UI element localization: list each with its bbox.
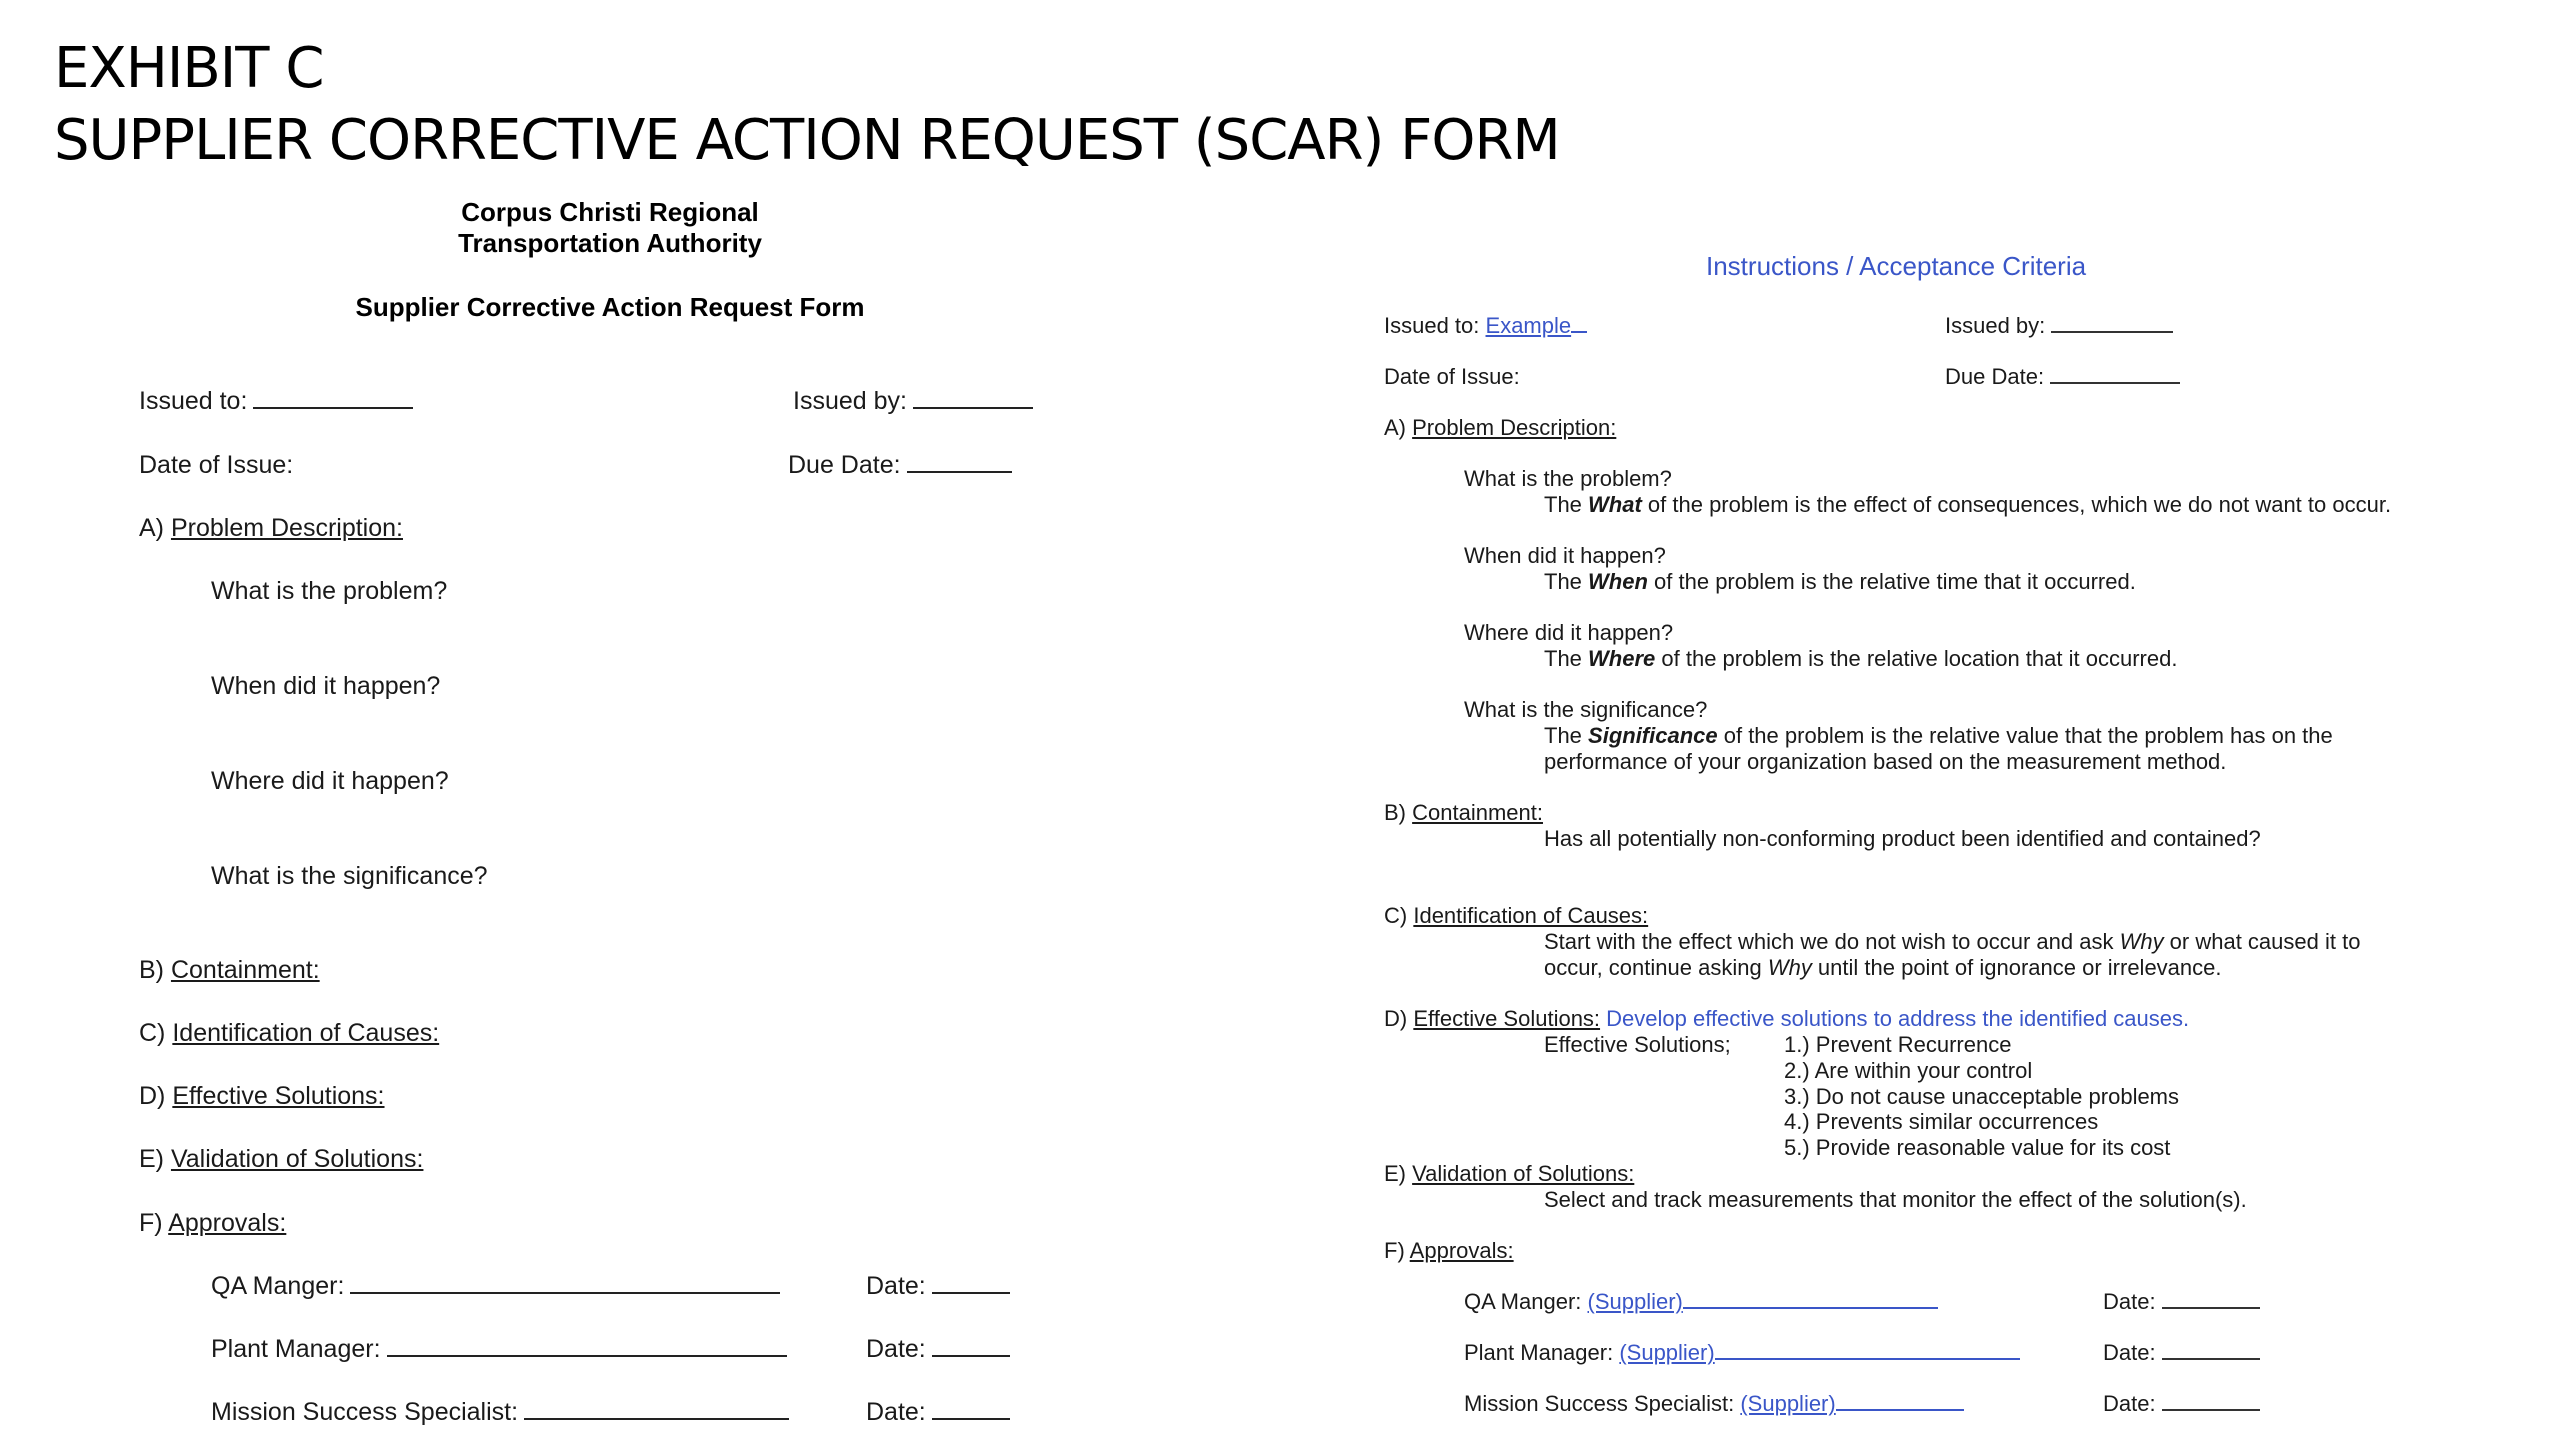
instr-answer-what: The What of the problem is the effect of consequences, which we do not want to occur.	[1544, 492, 2392, 517]
instr-mission-specialist: Mission Success Specialist: (Supplier)	[1464, 1391, 1964, 1417]
mission-specialist-label: Mission Success Specialist:	[211, 1398, 519, 1426]
due-date-example: Due Date:	[1945, 364, 2180, 390]
date-line	[932, 1354, 1010, 1357]
instr-section-e-heading: E) Validation of Solutions:	[1384, 1161, 1635, 1186]
issued-by-label: Issued by:	[793, 387, 907, 415]
date-label: Date:	[866, 1335, 926, 1363]
question-when: When did it happen?	[211, 672, 441, 700]
mission-specialist-line	[1836, 1408, 1964, 1411]
date-of-issue-label: Date of Issue:	[139, 451, 294, 479]
plant-manager-line	[1715, 1357, 2020, 1360]
issued-by-field[interactable]	[793, 387, 1033, 416]
question-significance: What is the significance?	[211, 862, 488, 890]
issued-to-value: Example	[1485, 313, 1572, 338]
plant-manager-line	[387, 1354, 787, 1357]
section-e-heading: E) Validation of Solutions:	[139, 1145, 424, 1173]
list-item: 2.) Are within your control	[1784, 1058, 2033, 1083]
issued-to-field[interactable]	[139, 387, 413, 416]
question-what: What is the problem?	[211, 577, 448, 605]
instr-section-d-heading: D) Effective Solutions: Develop effective solutions to address the identified causes.	[1384, 1006, 2190, 1031]
instr-plant-manager: Plant Manager: (Supplier)	[1464, 1340, 2020, 1366]
instr-section-f-heading: F) Approvals:	[1384, 1238, 1514, 1263]
date-line	[932, 1291, 1010, 1294]
instr-question-where: Where did it happen?	[1464, 620, 1674, 645]
instr-mission-specialist-date: Date:	[2103, 1391, 2260, 1417]
list-item: 5.) Provide reasonable value for its cost	[1784, 1135, 2171, 1160]
list-item: 1.) Prevent Recurrence	[1784, 1032, 2012, 1057]
instr-answer-where: The Where of the problem is the relative location that it occurred.	[1544, 646, 2178, 671]
date-label: Date:	[866, 1272, 926, 1300]
qa-manager-field[interactable]	[211, 1272, 780, 1301]
issued-to-line	[253, 406, 413, 409]
instr-section-c-heading: C) Identification of Causes:	[1384, 903, 1649, 928]
issued-by-line	[2051, 330, 2173, 333]
instr-section-b-heading: B) Containment:	[1384, 800, 1543, 825]
instr-plant-manager-date: Date:	[2103, 1340, 2260, 1366]
instr-answer-significance-line2: performance of your organization based on the measurement method.	[1544, 749, 2227, 774]
date-line	[2162, 1306, 2260, 1309]
date-line	[2162, 1357, 2260, 1360]
issued-to-label: Issued to:	[139, 387, 248, 415]
section-c-heading: C) Identification of Causes:	[139, 1019, 440, 1047]
issued-by-line	[913, 406, 1033, 409]
due-date-field[interactable]	[788, 451, 1012, 480]
mission-specialist-field[interactable]	[211, 1398, 789, 1427]
instr-solutions-text: Develop effective solutions to address the identified causes.	[1600, 1006, 2190, 1031]
instr-question-significance: What is the significance?	[1464, 697, 1708, 722]
plant-manager-field[interactable]	[211, 1335, 787, 1364]
issued-by-example: Issued by:	[1945, 313, 2173, 339]
section-f-heading: F) Approvals:	[139, 1209, 287, 1237]
section-a-heading: A) Problem Description:	[139, 514, 403, 542]
form-title: Supplier Corrective Action Request Form	[355, 292, 865, 322]
instr-question-when: When did it happen?	[1464, 543, 1666, 568]
list-item: 4.) Prevents similar occurrences	[1784, 1109, 2099, 1134]
instr-containment-text: Has all potentially non-conforming product been identified and contained?	[1544, 826, 2261, 851]
section-b-heading: B) Containment:	[139, 956, 320, 984]
qa-manager-date-field[interactable]	[866, 1272, 1010, 1301]
instr-validation-text: Select and track measurements that monitor the effect of the solution(s).	[1544, 1187, 2247, 1212]
date-label: Date:	[866, 1398, 926, 1426]
instr-qa-manager-date: Date:	[2103, 1289, 2260, 1315]
qa-manager-line	[1683, 1306, 1938, 1309]
mission-specialist-date-field[interactable]	[866, 1398, 1010, 1427]
instr-section-a-heading: A) Problem Description:	[1384, 415, 1617, 440]
date-of-issue-example: Date of Issue:	[1384, 364, 1520, 389]
qa-manager-line	[350, 1291, 780, 1294]
plant-manager-date-field[interactable]	[866, 1335, 1010, 1364]
mission-specialist-line	[524, 1417, 789, 1420]
page-title: SUPPLIER CORRECTIVE ACTION REQUEST (SCAR) FORM	[54, 108, 1560, 173]
date-line	[932, 1417, 1010, 1420]
instr-answer-when: The When of the problem is the relative time that it occurred.	[1544, 569, 2136, 594]
org-name-line2: Transportation Authority	[458, 228, 762, 258]
instr-qa-manager: QA Manger: (Supplier)	[1464, 1289, 1938, 1315]
instructions-title: Instructions / Acceptance Criteria	[1706, 251, 2087, 281]
due-date-line	[2050, 381, 2180, 384]
issued-to-example: Issued to: Example	[1384, 313, 1587, 339]
org-name-line1: Corpus Christi Regional	[461, 197, 759, 227]
list-item: 3.) Do not cause unacceptable problems	[1784, 1084, 2180, 1109]
instr-question-what: What is the problem?	[1464, 466, 1672, 491]
section-d-heading: D) Effective Solutions:	[139, 1082, 385, 1110]
due-date-label: Due Date:	[788, 451, 901, 479]
due-date-line	[907, 470, 1012, 473]
plant-manager-label: Plant Manager:	[211, 1335, 381, 1363]
date-line	[2162, 1408, 2260, 1411]
qa-manager-label: QA Manger:	[211, 1272, 345, 1300]
instr-answer-significance: The Significance of the problem is the relative value that the problem has on the	[1544, 723, 2333, 748]
exhibit-label: EXHIBIT C	[54, 36, 324, 101]
issued-to-underline	[1571, 330, 1587, 333]
instr-solutions-label: Effective Solutions;	[1544, 1032, 1731, 1057]
question-where: Where did it happen?	[211, 767, 449, 795]
instr-causes-line1: Start with the effect which we do not wish to occur and ask Why or what caused it to	[1544, 929, 2361, 954]
instr-causes-line2: occur, continue asking Why until the point of ignorance or irrelevance.	[1544, 955, 2222, 980]
